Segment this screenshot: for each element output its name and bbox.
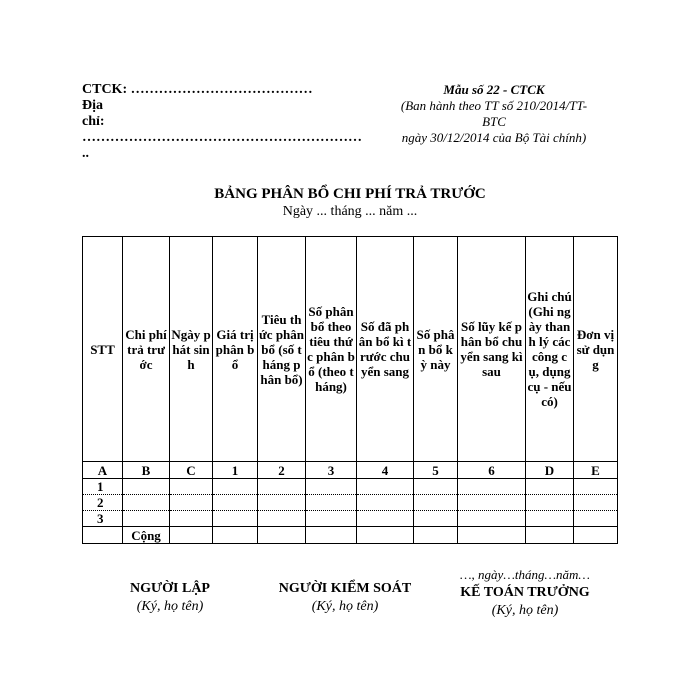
code-cell: 1	[213, 462, 258, 479]
controller-note: (Ký, họ tên)	[311, 599, 379, 614]
preparer-role: NGƯỜI LẬP	[130, 581, 210, 596]
table-row	[83, 495, 618, 511]
table-row	[83, 511, 618, 527]
col-header-allocated-per-criteria: Số phân bổ theo tiêu thức phân bổ (theo tháng)	[306, 237, 357, 462]
col-header-accumulated-allocation: Số lũy kế phân bổ chuyển sang kì sau	[458, 237, 526, 462]
chief-accountant-signature	[440, 566, 610, 620]
document-date: Ngày ... tháng ... năm ...	[282, 204, 418, 219]
code-cell: 6	[458, 462, 526, 479]
preparer-signature	[100, 580, 240, 616]
document-title: BẢNG PHÂN BỔ CHI PHÍ TRẢ TRƯỚC	[214, 186, 486, 202]
chief-accountant-role: KẾ TOÁN TRƯỞNG	[460, 585, 590, 600]
total-row	[83, 527, 618, 544]
address-label: Địa	[82, 98, 103, 113]
row-index: 3	[83, 511, 123, 527]
controller-role: NGƯỜI KIỂM SOÁT	[278, 581, 412, 596]
col-header-prepaid-expense: Chi phí trả trước	[123, 237, 170, 462]
code-cell: A	[83, 462, 123, 479]
header-row	[83, 237, 618, 462]
address-line-end: ..	[82, 146, 89, 161]
allocation-table	[82, 236, 618, 544]
code-cell: C	[170, 462, 213, 479]
row-index: 2	[83, 495, 123, 511]
signing-date-line: …, ngày…tháng…năm…	[459, 567, 590, 582]
col-header-notes: Ghi chú (Ghi ngày thanh lý các công cụ, dụng cụ - nếu có)	[526, 237, 574, 462]
col-header-current-allocation: Số phân bổ kỳ này	[414, 237, 458, 462]
code-cell: B	[123, 462, 170, 479]
table-row	[83, 479, 618, 495]
code-cell: 2	[258, 462, 306, 479]
col-header-using-unit: Đơn vị sử dụng	[574, 237, 618, 462]
code-cell: D	[526, 462, 574, 479]
code-cell: 5	[414, 462, 458, 479]
row-index: 1	[83, 479, 123, 495]
form-reference-block	[378, 82, 610, 146]
col-header-previously-allocated: Số đã phân bổ kì trước chuyển sang	[357, 237, 414, 462]
code-cell: 3	[306, 462, 357, 479]
code-row	[83, 462, 618, 479]
address-line: chỉ: ……………………………………………………	[82, 114, 362, 145]
col-header-allocation-value: Giá trị phân bổ	[213, 237, 258, 462]
controller-signature	[262, 580, 428, 616]
col-header-date-incurred: Ngày phát sinh	[170, 237, 213, 462]
code-cell: E	[574, 462, 618, 479]
col-header-allocation-criteria: Tiêu thức phân bổ (số tháng phân bổ)	[258, 237, 306, 462]
company-name-line: CTCK: …………………………………	[82, 82, 313, 97]
total-label: Cộng	[123, 527, 170, 544]
issuance-line-1: (Ban hành theo TT số 210/2014/TT-	[400, 98, 588, 113]
col-header-stt: STT	[83, 237, 123, 462]
code-cell: 4	[357, 462, 414, 479]
issuance-line-3: ngày 30/12/2014 của Bộ Tài chính)	[401, 130, 587, 145]
chief-accountant-note: (Ký, họ tên)	[491, 603, 559, 618]
issuance-line-2: BTC	[482, 114, 506, 129]
company-info-block	[82, 82, 367, 162]
form-number: Mẫu số 22 - CTCK	[443, 82, 545, 97]
preparer-note: (Ký, họ tên)	[136, 599, 204, 614]
